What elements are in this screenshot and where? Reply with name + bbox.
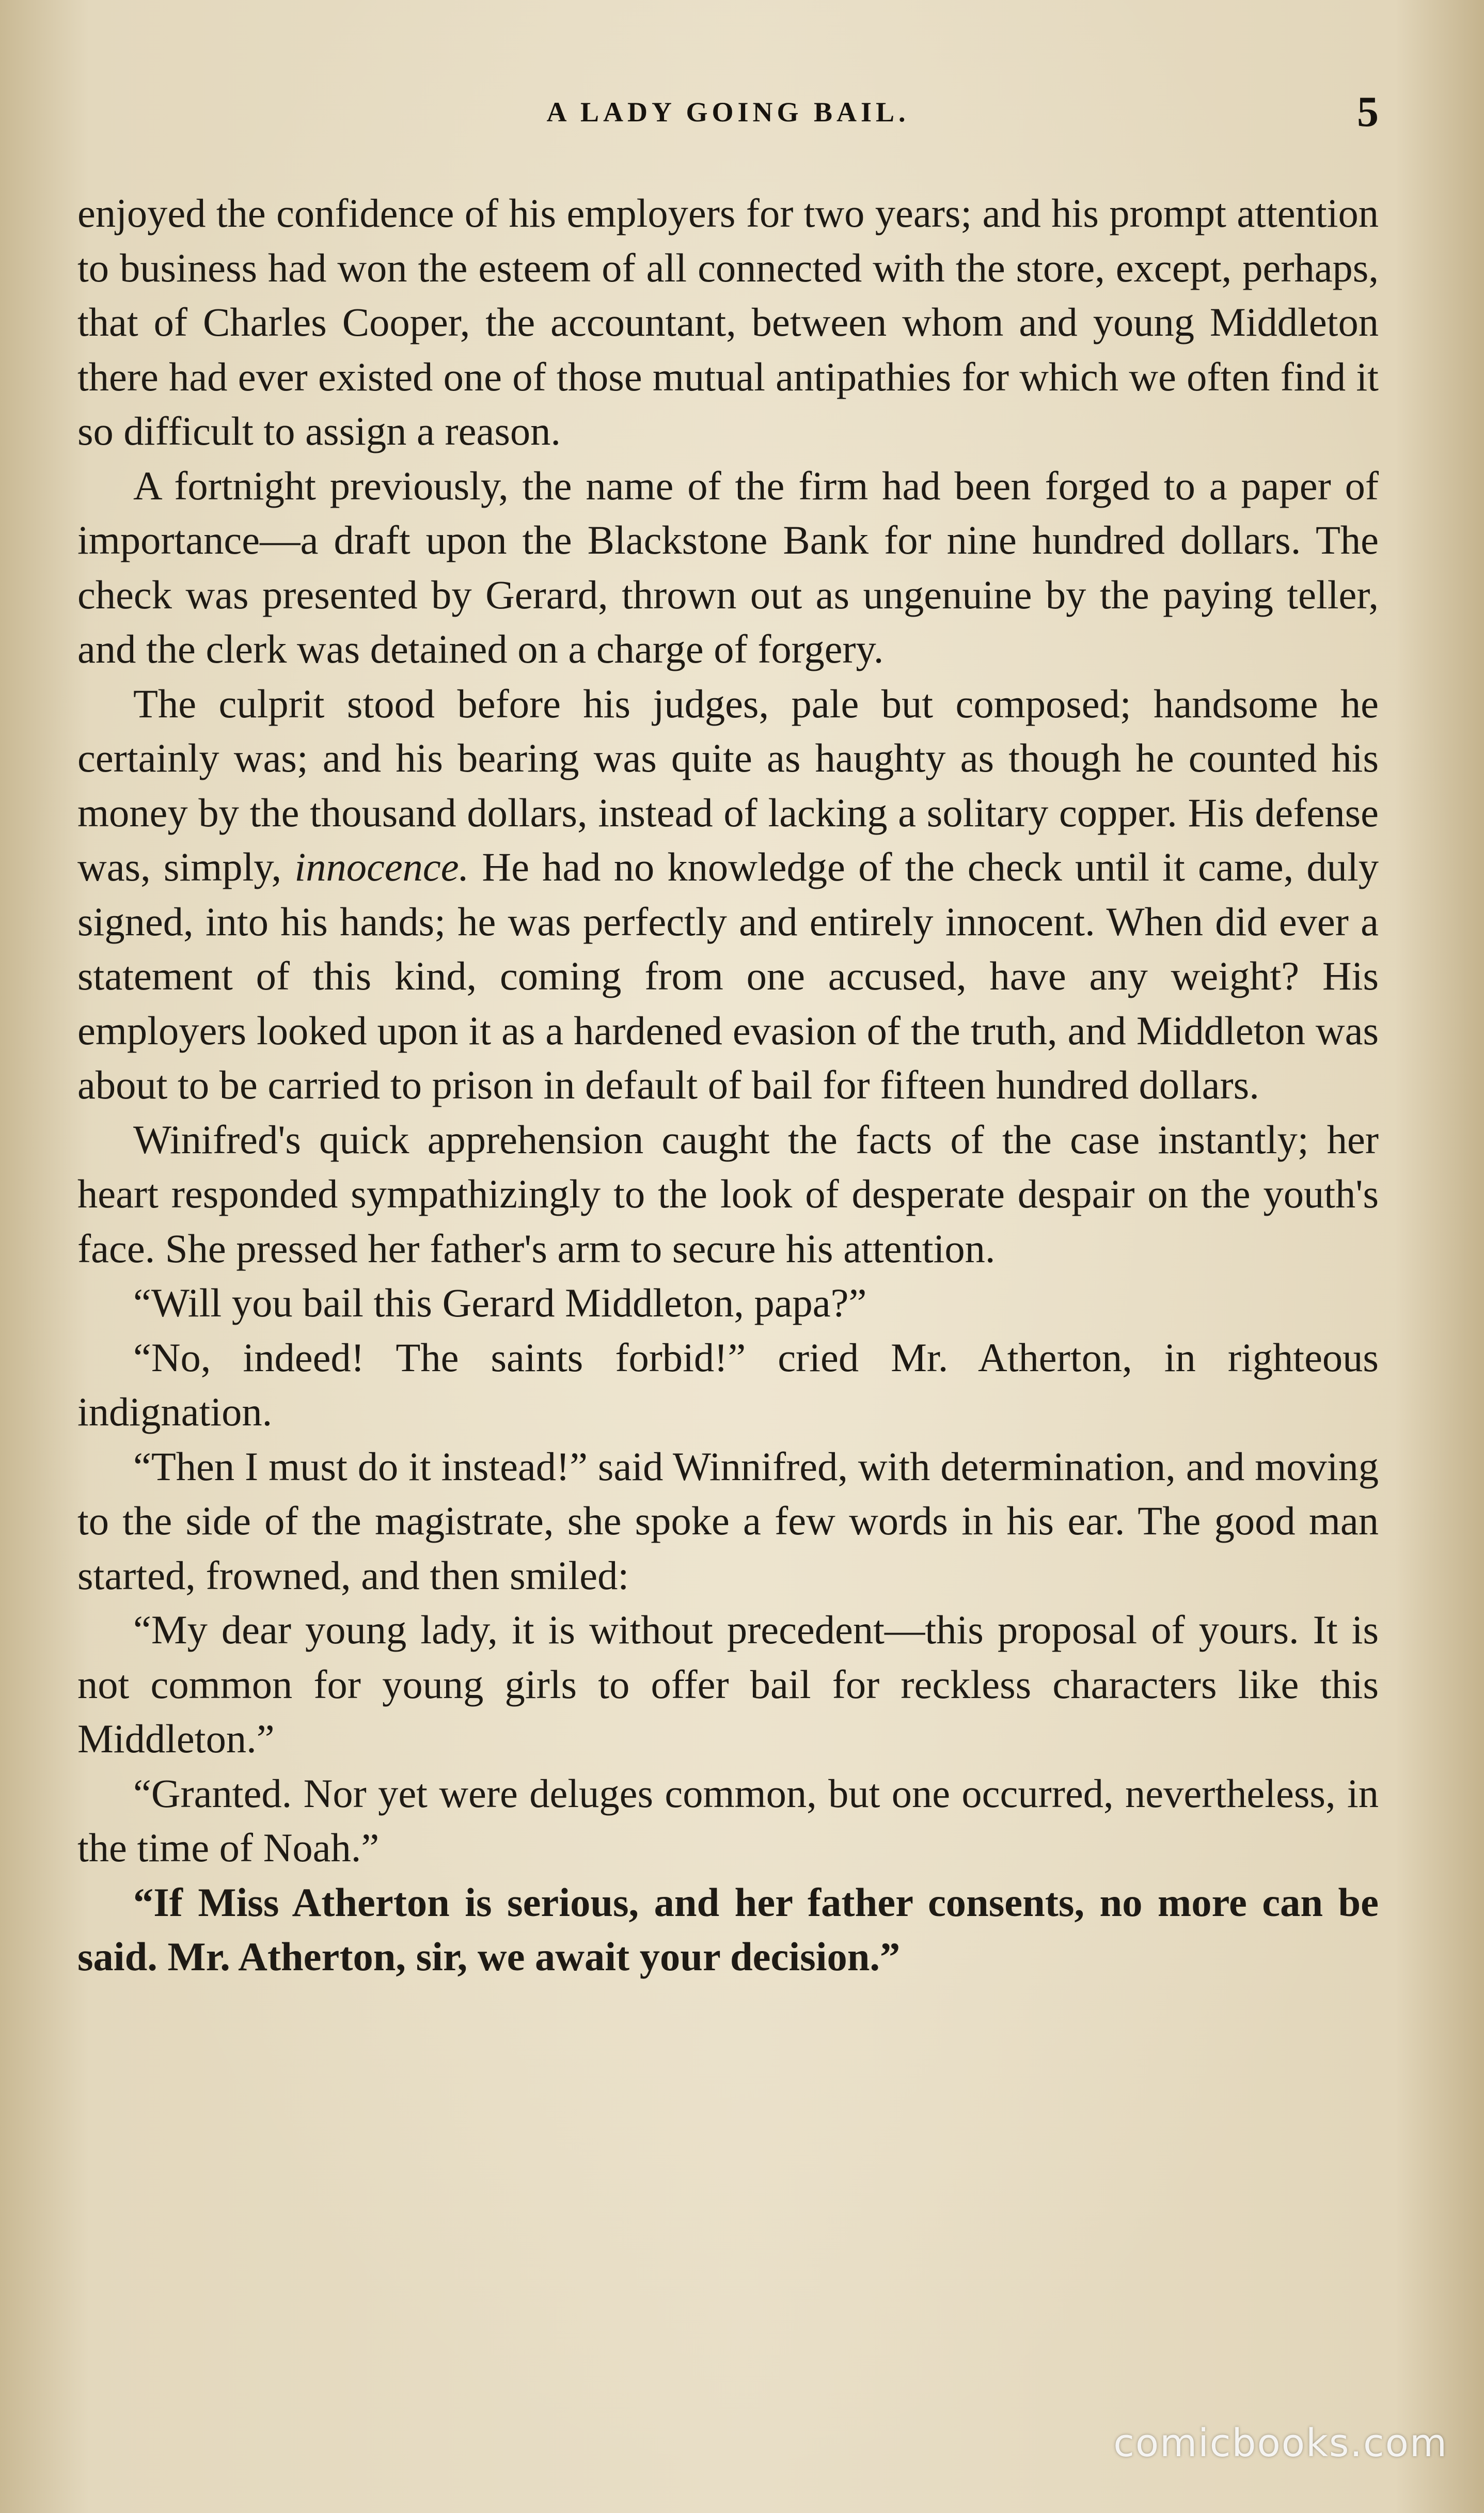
paragraph-winifred: Winifred's quick apprehension caught the facts of the case instantly; her heart responded sympathizingly to the look of desperate despair on the youth's face. She pressed her father's arm to secure his attention.	[77, 1117, 1379, 1271]
paragraph-culprit-before: The culprit stood before his judges, pale but composed; handsome he certainly was; and his bearing was quite as haughty as though he counted his money by the thousand dollars, instead of lacking a solitary copper. His defense was, simply,	[77, 681, 1379, 889]
paragraph-bail-question: “Will you bail this Gerard Middleton, papa?”	[133, 1280, 867, 1325]
paragraph-forgery: A fortnight previously, the name of the firm had been forged to a paper of importance—a draft upon the Blackstone Bank for nine hundred dollars. The check was presented by Gerard, thrown out as ungenuine by the paying teller, and the clerk was detained on a charge of forgery.	[77, 463, 1379, 671]
paragraph-instead: “Then I must do it instead!” said Winnifred, with determination, and moving to the side of the magistrate, she spoke a few words in his ear. The good man started, frowned, and then smiled:	[77, 1443, 1379, 1598]
paragraph-no-indeed: “No, indeed! The saints forbid!” cried Mr. Atherton, in righteous indignation.	[77, 1334, 1379, 1434]
paragraph-continuation: enjoyed the confidence of his employers for two years; and his prompt attention to business had won the esteem of all connected with the store, except, perhaps, that of Charles Cooper, the accountant, between whom and young Middleton there had ever existed one of those mutual antipathies for which we often find it so difficult to assign a reason.	[77, 191, 1379, 453]
paragraph-culprit-after: He had no knowledge of the check until it came, duly signed, into his hands; he was perfectly and entirely innocent. When did ever a statement of this kind, coming from one accused, have any weight? His employers looked upon it as a hardened evasion of the truth, and Middleton was about to be carried to prison in default of bail for fifteen hundred dollars.	[77, 844, 1379, 1107]
paragraph-decision: “If Miss Atherton is serious, and her father consents, no more can be said. Mr. Atherton, sir, we await your decision.”	[77, 1879, 1379, 1979]
paragraph-magistrate: “My dear young lady, it is without precedent—this proposal of yours. It is not common for young girls to offer bail for reckless characters like this Middleton.”	[77, 1607, 1379, 1761]
paragraph-culprit	[77, 677, 1379, 1112]
running-title: A LADY GOING BAIL.	[546, 97, 910, 128]
page-number: 5	[1357, 88, 1379, 136]
running-head	[77, 87, 1379, 144]
watermark: comicbooks.com	[1113, 2421, 1448, 2465]
body-text	[77, 186, 1379, 1984]
paragraph-culprit-italic: innocence.	[294, 844, 469, 889]
paragraph-granted: “Granted. Nor yet were deluges common, but one occurred, nevertheless, in the time of Noah.”	[77, 1770, 1379, 1870]
